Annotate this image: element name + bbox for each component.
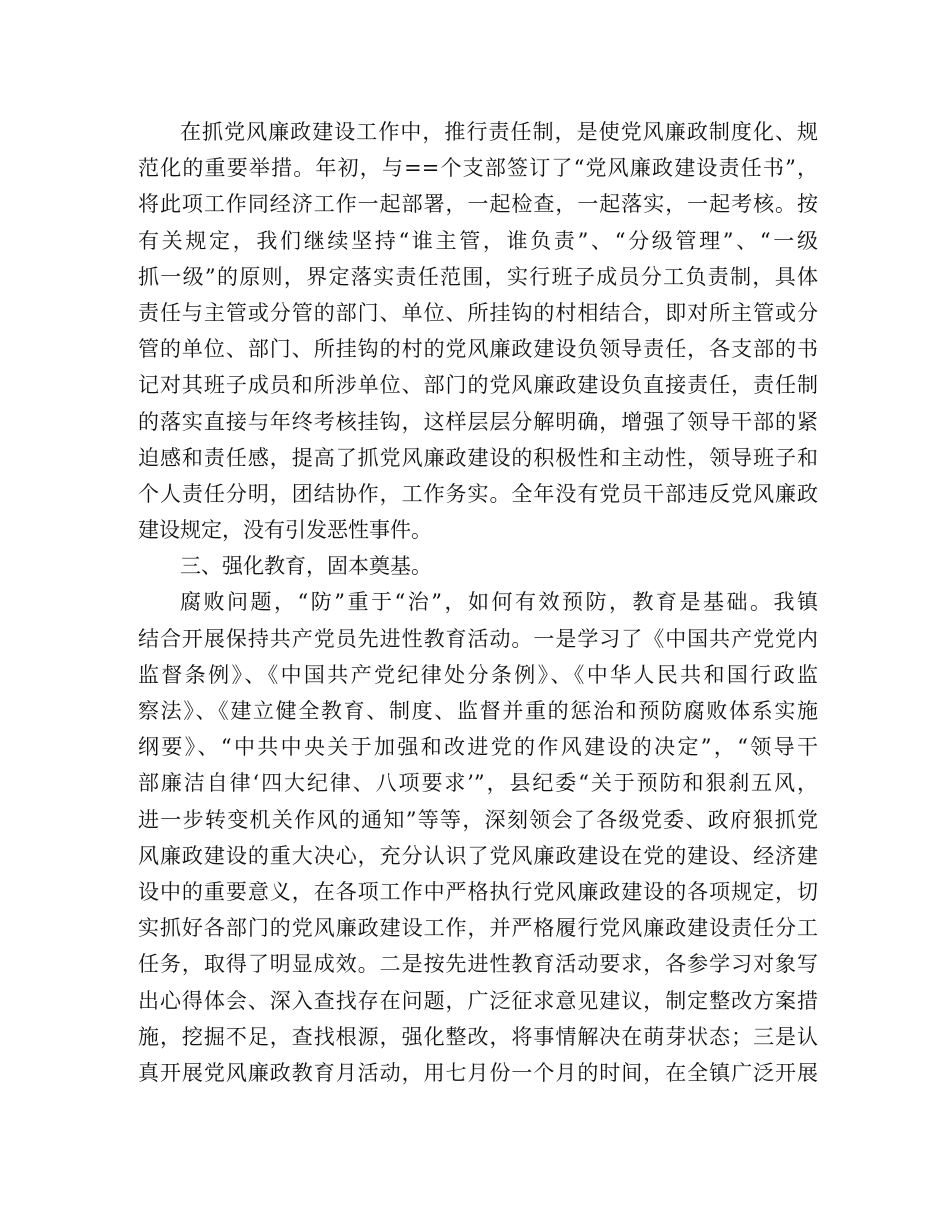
paragraph-line: 风廉政建设的重大决心，充分认识了党风廉政建设在党的建设、经济建 [138,843,818,868]
paragraph-line: 个人责任分明，团结协作，工作务实。全年没有党员干部违反党风廉政 [138,481,818,506]
paragraph-line: 建设规定，没有引发恶性事件。 [138,518,432,543]
paragraph-line: 任务，取得了明显成效。二是按先进性教育活动要求，各参学习对象写 [138,952,818,977]
paragraph-line: 在抓党风廉政建设工作中，推行责任制，是使党风廉政制度化、规 [180,120,818,144]
paragraph-line: 抓一级”的原则，界定落实责任范围，实行班子成员分工负责制，具体 [138,264,818,289]
paragraph-line: 察法》、《建立健全教育、制度、监督并重的惩治和预防腐败体系实施 [138,699,818,723]
paragraph-line: 出心得体会、深入查找存在问题，广泛征求意见建议，制定整改方案措 [138,988,818,1013]
paragraph-line: 管的单位、部门、所挂钩的村的党风廉政建设负领导责任，各支部的书 [138,337,818,362]
paragraph-line: 将此项工作同经济工作一起部署，一起检查，一起落实，一起考核。按 [138,192,818,217]
paragraph-line: 设中的重要意义，在各项工作中严格执行党风廉政建设的各项规定，切 [138,879,818,904]
paragraph-line: 迫感和责任感，提高了抓党风廉政建设的积极性和主动性，领导班子和 [138,445,818,470]
paragraph-line: 真开展党风廉政教育月活动，用七月份一个月的时间，在全镇广泛开展 [138,1060,818,1085]
paragraph-line: 有关规定，我们继续坚持“谁主管，谁负责”、“分级管理”、“一级 [138,228,818,253]
document-body [138,114,818,1091]
paragraph-line: 的落实直接与年终考核挂钩，这样层层分解明确，增强了领导干部的紧 [138,409,818,434]
paragraph-line: 施，挖掘不足，查找根源，强化整改，将事情解决在萌芽状态；三是认 [138,1024,818,1049]
paragraph-line: 进一步转变机关作风的通知”等等，深刻领会了各级党委、政府狠抓党 [138,807,818,832]
paragraph-line: 监督条例》、《中国共产党纪律处分条例》、《中华人民共和国行政监 [138,662,818,687]
section-heading: 三、强化教育，固本奠基。 [180,554,432,579]
paragraph-line: 腐败问题，“防”重于“治”，如何有效预防，教育是基础。我镇 [180,590,818,615]
paragraph-line: 部廉洁自律‘四大纪律、八项要求’”，县纪委“关于预防和狠刹五风， [138,771,818,796]
paragraph-line: 纲要》、“中共中央关于加强和改进党的作风建设的决定”，“领导干 [138,735,818,760]
paragraph-line: 记对其班子成员和所涉单位、部门的党风廉政建设负直接责任，责任制 [138,373,818,398]
paragraph-line: 实抓好各部门的党风廉政建设工作，并严格履行党风廉政建设责任分工 [138,916,818,941]
paragraph-line: 结合开展保持共产党员先进性教育活动。一是学习了《中国共产党党内 [138,626,818,651]
paragraph-line: 责任与主管或分管的部门、单位、所挂钩的村相结合，即对所主管或分 [138,300,818,325]
paragraph-line: 范化的重要举措。年初，与==个支部签订了“党风廉政建设责任书”， [138,156,818,181]
